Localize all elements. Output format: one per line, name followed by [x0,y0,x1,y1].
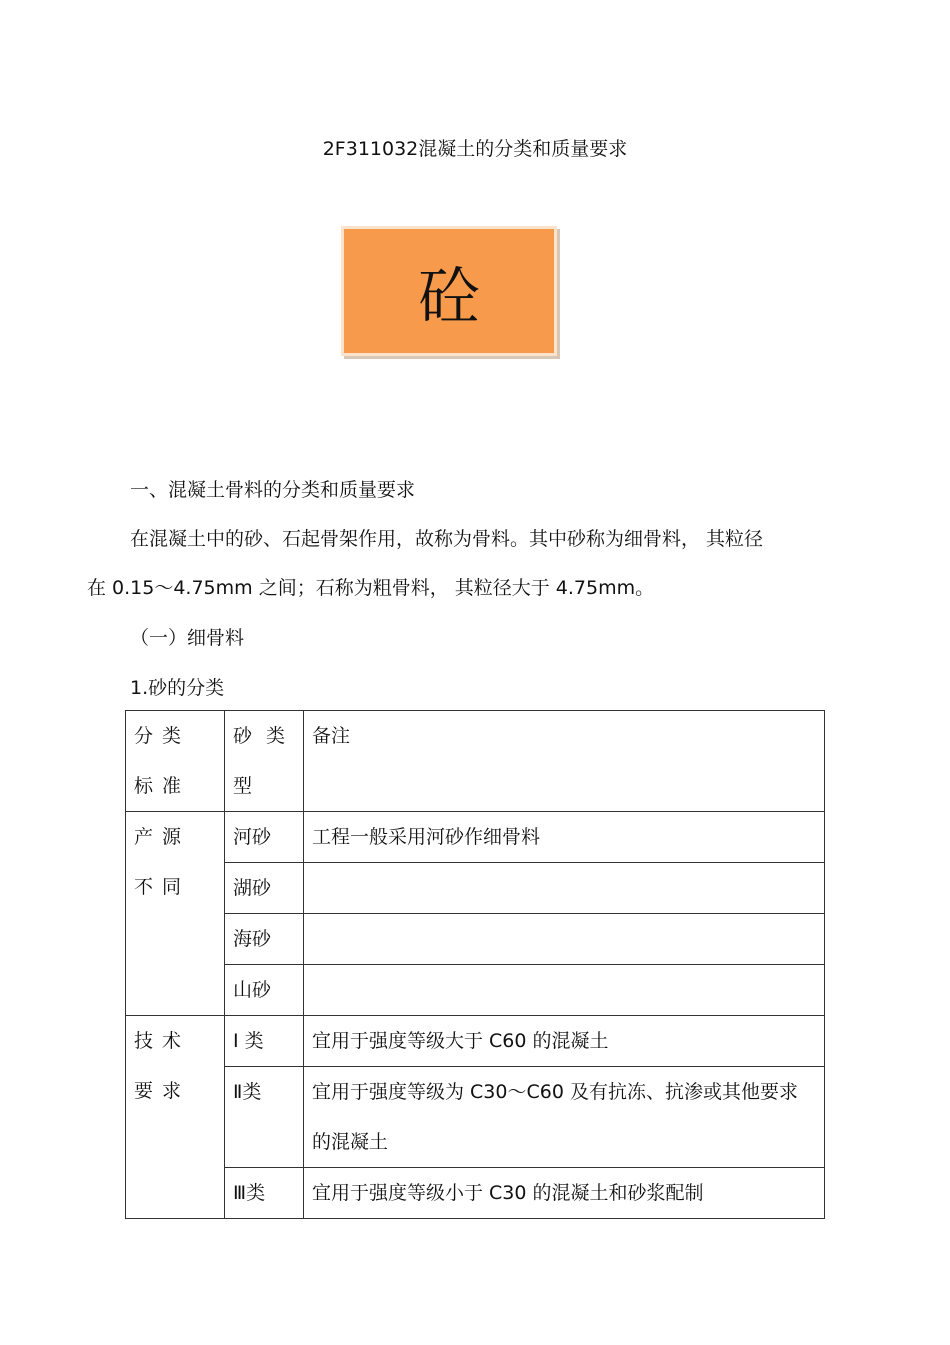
subheading-sand-classification: 1.砂的分类 [130,677,225,699]
paragraph-line-2: 在 0.15～4.75mm 之间；石称为粗骨料， 其粒径大于 4.75mm。 [87,577,655,599]
note-cell: 工程一般采用河砂作细骨料 [304,812,825,863]
table-header-row [126,711,825,812]
subheading-fine-aggregate: （一）细骨料 [130,627,245,649]
note-cell: 宜用于强度等级小于 C30 的混凝土和砂浆配制 [304,1168,825,1219]
section-heading: 一、混凝土骨料的分类和质量要求 [130,479,416,501]
note-cell: 宜用于强度等级大于 C60 的混凝土 [304,1016,825,1067]
header-sand-type: 砂 类 型 [225,711,304,812]
badge-character: 砼 [417,259,480,333]
table-row [126,914,825,965]
note-cell: 宜用于强度等级为 C30～C60 及有抗冻、抗渗或其他要求的混凝土 [304,1067,825,1168]
table-row [126,1016,825,1067]
concrete-character-badge [341,226,557,356]
table-row [126,1168,825,1219]
group-technical-requirements: 技术要求 [126,1016,225,1219]
sand-type-cell: Ⅲ类 [225,1168,304,1219]
table-row [126,965,825,1016]
group-origin: 产源不同 [126,812,225,1016]
sand-type-cell: I 类 [225,1016,304,1067]
note-cell [304,965,825,1016]
header-notes: 备注 [304,711,825,812]
sand-type-cell: 河砂 [225,812,304,863]
table-row [126,1067,825,1168]
sand-classification-table [125,710,825,1219]
paragraph-line-1: 在混凝土中的砂、石起骨架作用，故称为骨料。其中砂称为细骨料， 其粒径 [130,528,764,550]
sand-type-cell: 山砂 [225,965,304,1016]
table-row [126,863,825,914]
sand-type-cell: Ⅱ类 [225,1067,304,1168]
sand-type-cell: 海砂 [225,914,304,965]
table-row [126,812,825,863]
note-cell [304,914,825,965]
note-cell [304,863,825,914]
header-classification: 分类标准 [126,711,225,812]
sand-type-cell: 湖砂 [225,863,304,914]
page-title: 2F311032混凝土的分类和质量要求 [322,138,628,160]
